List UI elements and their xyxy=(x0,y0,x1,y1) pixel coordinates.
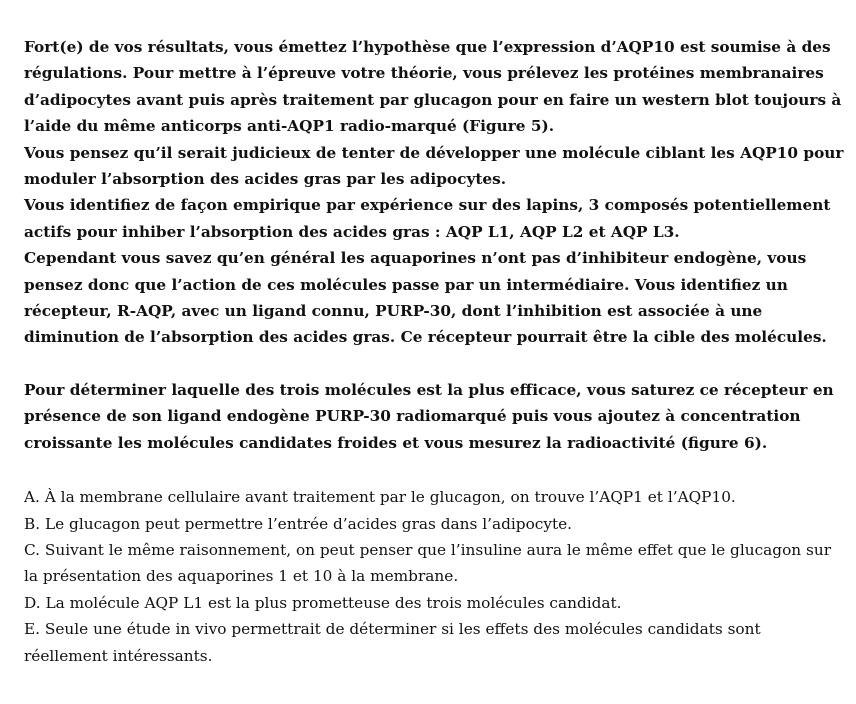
document-page xyxy=(24,34,846,669)
intro-paragraph-1: Fort(e) de vos résultats, vous émettez l’hypothèse que l’expression d’AQP10 est soumise à des régulations. Pour mettre à l’épreuve votre théorie, vous prélevez les protéines membranaires d’adipocytes avant puis après traitement par glucagon pour en faire un western blot toujours à l’aide du même anticorps anti-AQP1 radio-marqué (Figure 5). xyxy=(24,38,842,136)
method-paragraph: Pour déterminer laquelle des trois molécules est la plus efficace, vous saturez ce récepteur en présence de son ligand endogène PURP-30 radiomarqué puis vous ajoutez à concentration croissante les molécules candidates froides et vous mesurez la radioactivité (figure 6). xyxy=(24,380,834,452)
answer-item-d: D. La molécule AQP L1 est la plus prometteuse des trois molécules candidat. xyxy=(24,593,622,612)
answer-item-c: C. Suivant le même raisonnement, on peut penser que l’insuline aura le même effet que le glucagon sur la présentation des aquaporines 1 et 10 à la membrane. xyxy=(24,540,832,586)
answer-item-a: A. À la membrane cellulaire avant traitement par le glucagon, on trouve l’AQP1 et l’AQP10. xyxy=(24,488,736,507)
intro-paragraph-3: Vous identifiez de façon empirique par expérience sur des lapins, 3 composés potentiellement actifs pour inhiber l’absorption des acides gras : AQP L1, AQP L2 et AQP L3. xyxy=(24,196,831,241)
answer-list xyxy=(24,484,846,669)
intro-block xyxy=(24,34,846,351)
answer-item-b: B. Le glucagon peut permettre l’entrée d’acides gras dans l’adipocyte. xyxy=(24,514,573,533)
method-block xyxy=(24,377,846,456)
answer-item-e: E. Seule une étude in vivo permettrait de déterminer si les effets des molécules candidats sont réellement intéressants. xyxy=(24,620,761,665)
intro-paragraph-2: Vous pensez qu’il serait judicieux de tenter de développer une molécule ciblant les AQP10 pour moduler l’absorption des acides gras par les adipocytes. xyxy=(24,143,844,189)
intro-paragraph-4: Cependant vous savez qu’en général les aquaporines n’ont pas d’inhibiteur endogène, vous pensez donc que l’action de ces molécules passe par un intermédiaire. Vous identifiez un récepteur, R-AQP, avec un ligand connu, PURP-30, dont l’inhibition est associée à une diminution de l’absorption des acides gras. Ce récepteur pourrait être la cible des molécules. xyxy=(24,249,827,347)
